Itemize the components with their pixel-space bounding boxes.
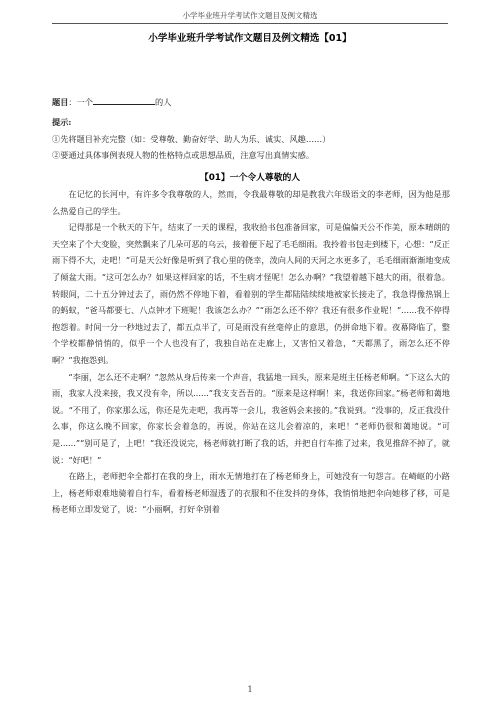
essay-paragraph: 在记忆的长河中，有许多令我尊敬的人，然而，令我最尊敬的却是教我六年级语文的李老师，因为他是那么热爱自己的学生。 — [52, 189, 450, 216]
topic-prefix: ：一个 — [68, 97, 93, 107]
tips-section — [52, 114, 450, 164]
essay-paragraph: 在路上，老师把伞全都打在我的身上，雨水无情地打在了杨老师身上，可她没有一句怨言。在崎岖的小路上，杨老师艰难地骑着自行车，看着杨老师湿透了的衣服和不住发抖的身体，我悄悄地把伞向她移了移，可是杨老师立即发觉了，说：“小丽啊，打好伞别着 — [52, 471, 450, 515]
page-number: 1 — [247, 685, 253, 694]
tip-item: ①先将题目补充完整（如：受尊敬、勤奋好学、助人为乐、诚实、风趣……） — [52, 133, 331, 144]
essay-body — [52, 186, 450, 518]
essay-paragraph: “李丽，怎么还不走啊？”忽然从身后传来一个声音，我猛地一回头，原来是班主任杨老师啊。“下这么大的雨，我家人没来接，我又没有伞，所以......”我支支吾吾的。“原来是这样啊！来，我送你回家。”杨老师和蔼地说。“不用了，你家那么远，你还是先走吧，我再等一会儿，我爸妈会来接的。”我说到。“没事的，反正我没什么事，你这么晚不回家，你家长会着急的，再说，你站在这儿会着凉的，来吧！”老师仍很和蔼地说。“可是......”“别可是了，上吧！”我还没说完，杨老师就打断了我的话，并把自行车推了过来，我见推辞不掉了，就说：“好吧！” — [52, 371, 450, 465]
essay-paragraph: 记得那是一个秋天的下午，结束了一天的课程，我收拾书包准备回家，可是偏偏天公不作美，原本晴朗的天空来了个大变脸，突然飘来了几朵可恶的乌云，接着便下起了毛毛细雨。我拎着书包走到楼下，心想：“反正雨下得不大，走吧！”可是天公好像是听到了我心里的侥幸，泼向人间的天河之水更多了，毛毛细雨渐渐地变成了倾盆大雨。“这可怎么办？如果这样回家的话，不生病才怪呢！怎么办啊？”我望着越下越大的雨，很着急。转眼间，二十五分钟过去了，雨仍然不停地下着，看着别的学生都陆陆续续地被家长接走了，我急得像热锅上的蚂蚁，“爸马都要七、八点钟才下班呢！我该怎么办？”“雨怎么还不停？我还有很多作业呢！”......我不停得抱怨着。时间一分一秒地过去了，都五点半了，可是雨没有丝毫停止的意思，仍拼命地下着。夜幕降临了，整个学校都静悄悄的，似乎一个人也没有了，我独自站在走廊上，又害怕又着急，“天都黑了，雨怎么还不停啊？”我抱怨到。 — [52, 222, 450, 365]
topic-suffix: 的人 — [154, 97, 172, 107]
tip-item: ②要通过具体事例表现人物的性格特点或思想品质，注意写出真情实感。 — [52, 150, 315, 161]
topic-line — [52, 94, 450, 111]
running-header: 小学毕业班升学考试作文题目及例文精选 — [182, 11, 318, 20]
document-title: 小学毕业班升学考试作文题目及例文精选【01】 — [148, 33, 352, 44]
header-divider — [52, 23, 448, 24]
tips-heading: 提示: — [52, 117, 72, 127]
topic-blank — [93, 94, 155, 105]
essay-title: 【01】一个令人尊敬的人 — [199, 173, 301, 183]
topic-label: 题目 — [52, 97, 69, 107]
